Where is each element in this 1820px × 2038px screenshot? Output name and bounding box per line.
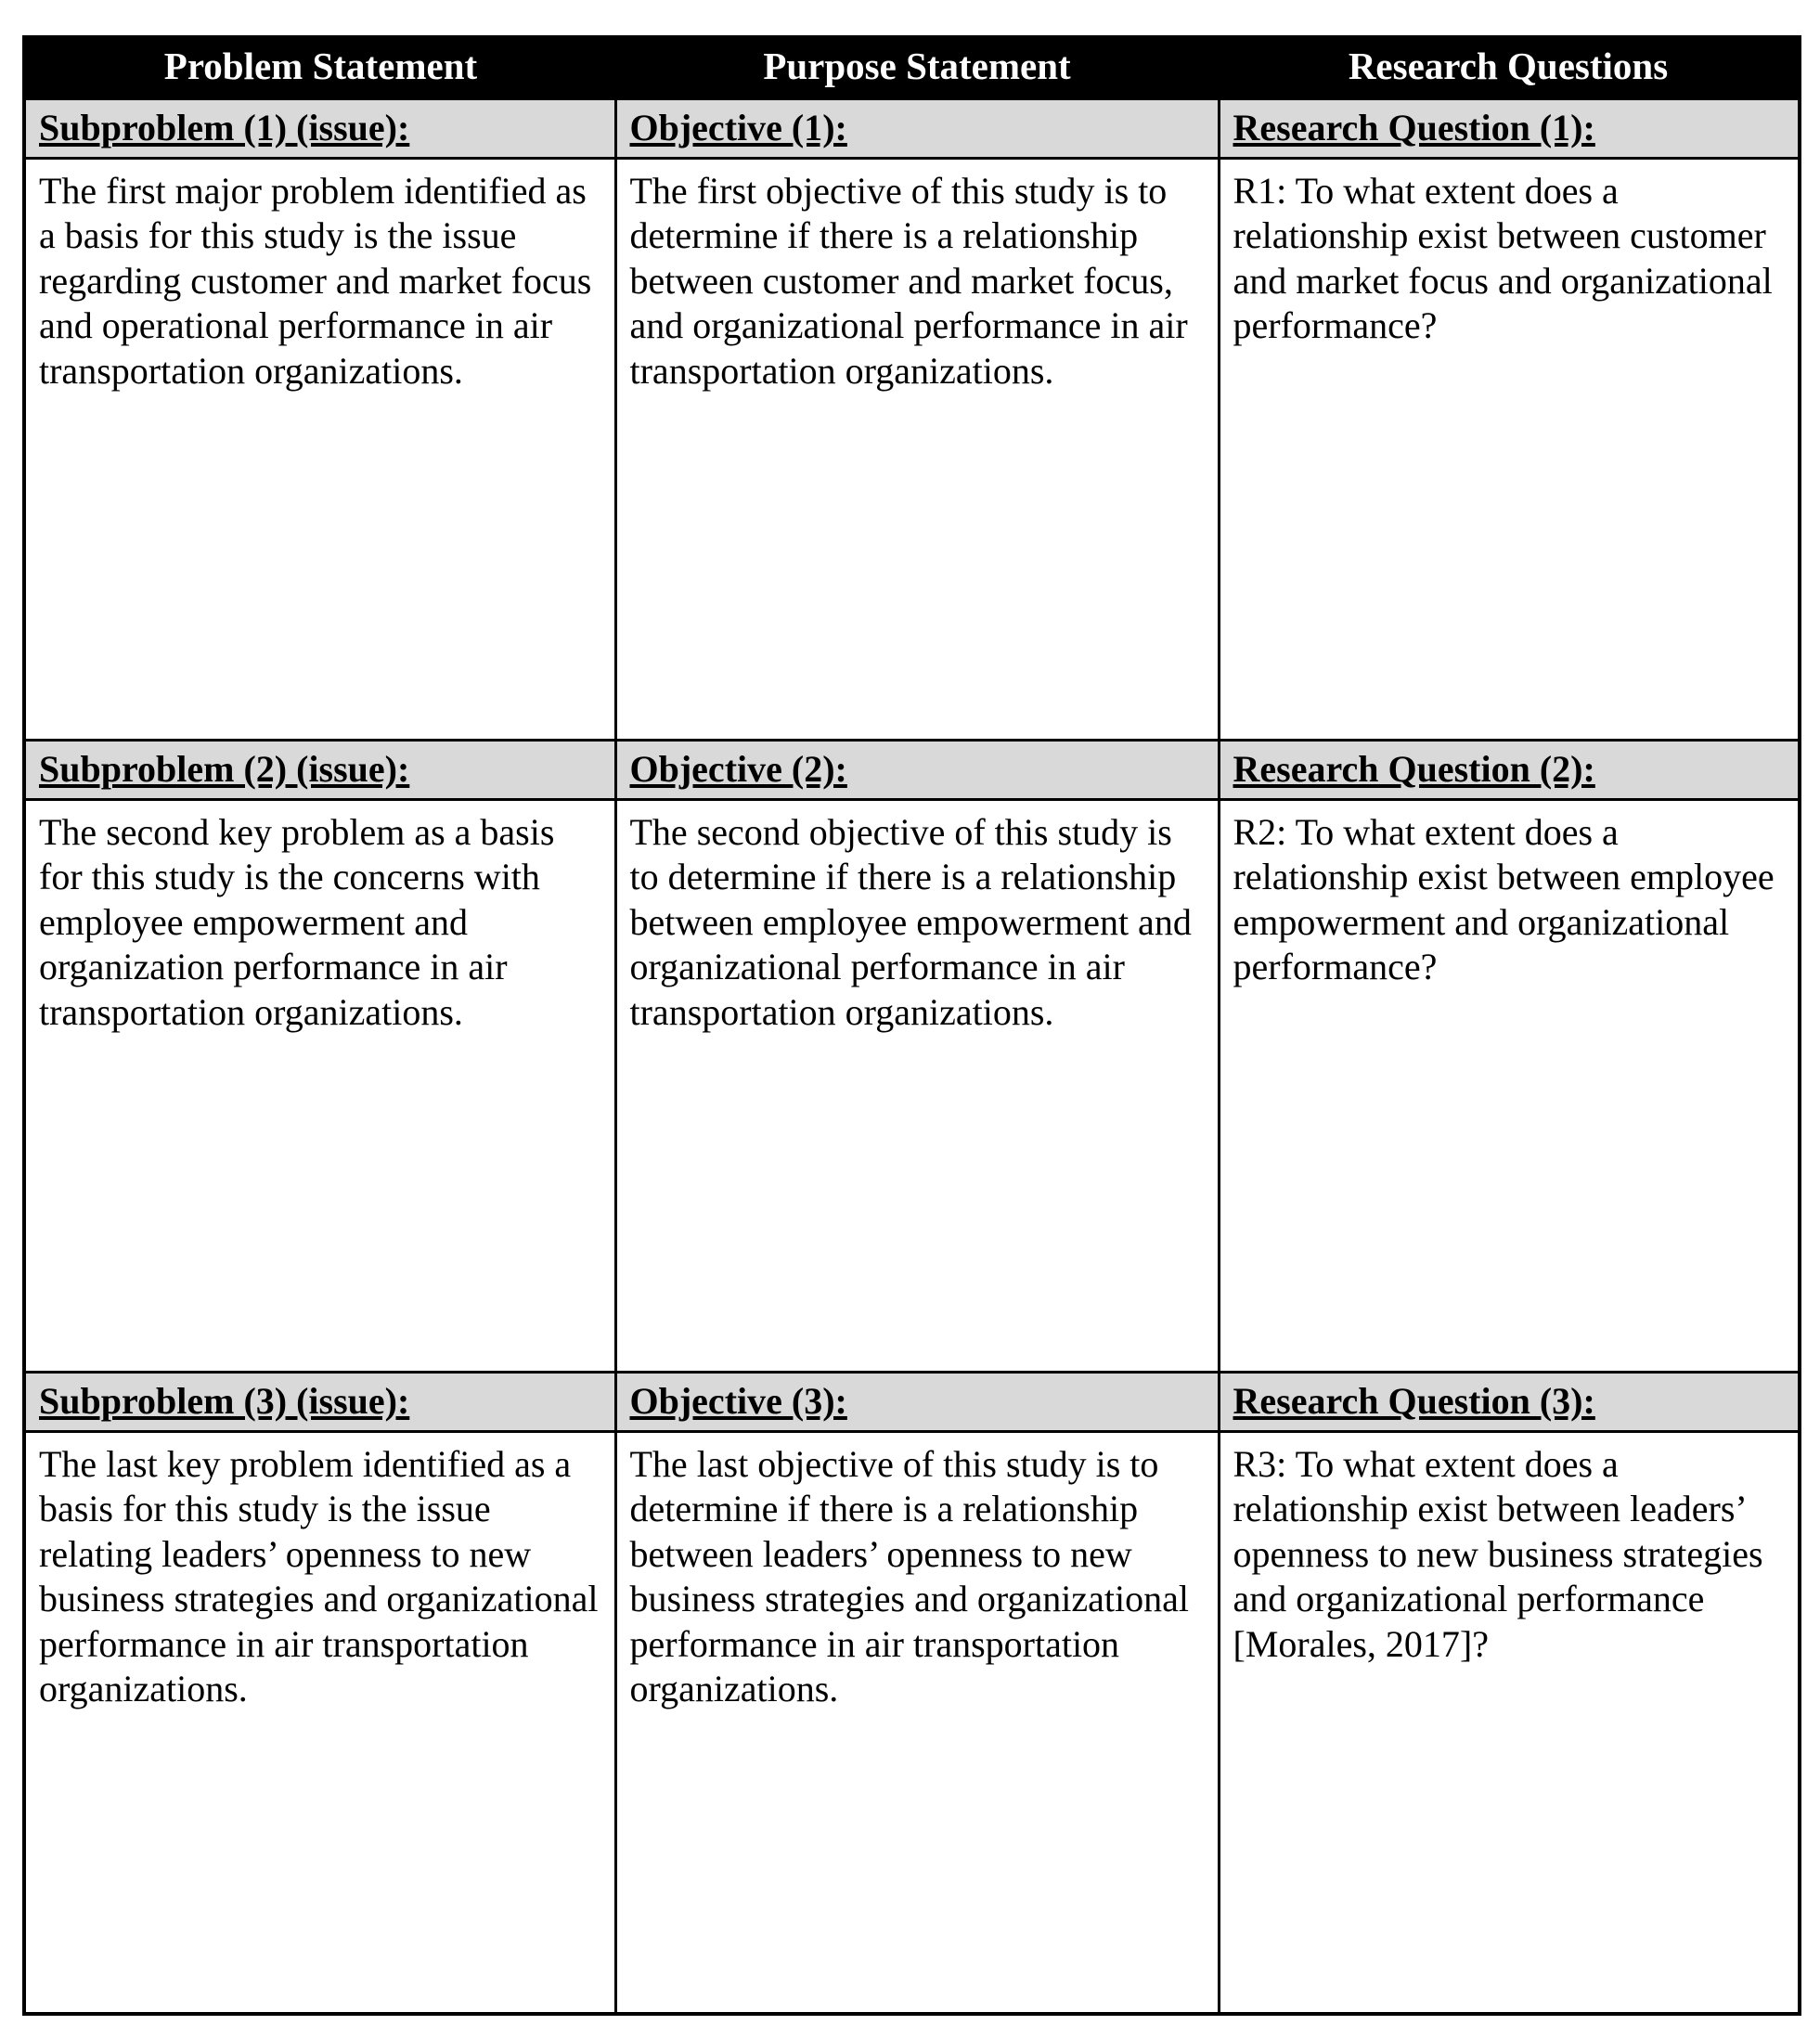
subheader-objective-1 <box>615 99 1219 159</box>
header-row <box>24 37 1800 99</box>
cell-purpose-3: The last objective of this study is to determine if there is a relationship between leaders’ openness to new business strategies and organizational performance in air transportation organizations. <box>615 1432 1219 2015</box>
cell-problem-1: The first major problem identified as a basis for this study is the issue regarding customer and market focus and operational performance in air transportation organizations. <box>24 159 615 741</box>
cell-question-3: R3: To what extent does a relationship exist between leaders’ openness to new business strategies and organizational performance [Morales, 2017]? <box>1219 1432 1800 2015</box>
subheader-objective-3-label: Objective (3): <box>629 1380 847 1423</box>
subheader-subproblem-1-label: Subproblem (1) (issue): <box>39 107 410 149</box>
table-subheader-row <box>24 1373 1800 1432</box>
cell-question-1: R1: To what extent does a relationship exist between customer and market focus and organizational performance? <box>1219 159 1800 741</box>
cell-purpose-2: The second objective of this study is to determine if there is a relationship between employee empowerment and organizational performance in air transportation organizations. <box>615 800 1219 1373</box>
table-body <box>24 99 1800 2015</box>
subheader-subproblem-2-label: Subproblem (2) (issue): <box>39 748 410 791</box>
table-row <box>24 1432 1800 2015</box>
cell-purpose-1: The first objective of this study is to determine if there is a relationship between customer and market focus, and organizational performance in air transportation organizations. <box>615 159 1219 741</box>
subheader-subproblem-2 <box>24 741 615 800</box>
table-subheader-row <box>24 99 1800 159</box>
column-header-problem-statement: Problem Statement <box>163 45 478 87</box>
subheader-objective-3 <box>615 1373 1219 1432</box>
cell-problem-2: The second key problem as a basis for this study is the concerns with employee empowerment and organization performance in air transportation organizations. <box>24 800 615 1373</box>
subheader-research-question-3 <box>1219 1373 1800 1432</box>
subheader-subproblem-3 <box>24 1373 615 1432</box>
research-matrix-table <box>22 35 1801 2016</box>
table-row <box>24 800 1800 1373</box>
column-header-purpose-statement: Purpose Statement <box>763 45 1071 87</box>
subheader-objective-2-label: Objective (2): <box>629 748 847 791</box>
subheader-research-question-3-label: Research Question (3): <box>1233 1380 1595 1423</box>
subheader-research-question-1 <box>1219 99 1800 159</box>
subheader-objective-1-label: Objective (1): <box>629 107 847 149</box>
subheader-subproblem-1 <box>24 99 615 159</box>
cell-question-2: R2: To what extent does a relationship exist between employee empowerment and organizational performance? <box>1219 800 1800 1373</box>
table-header <box>24 37 1800 99</box>
subheader-research-question-1-label: Research Question (1): <box>1233 107 1595 149</box>
subheader-objective-2 <box>615 741 1219 800</box>
table-row <box>24 159 1800 741</box>
subheader-research-question-2 <box>1219 741 1800 800</box>
table-subheader-row <box>24 741 1800 800</box>
subheader-research-question-2-label: Research Question (2): <box>1233 748 1595 791</box>
column-header-research-questions: Research Questions <box>1348 45 1669 87</box>
subheader-subproblem-3-label: Subproblem (3) (issue): <box>39 1380 410 1423</box>
cell-problem-3: The last key problem identified as a basis for this study is the issue relating leaders’ openness to new business strategies and organizational performance in air transportation organizations. <box>24 1432 615 2015</box>
